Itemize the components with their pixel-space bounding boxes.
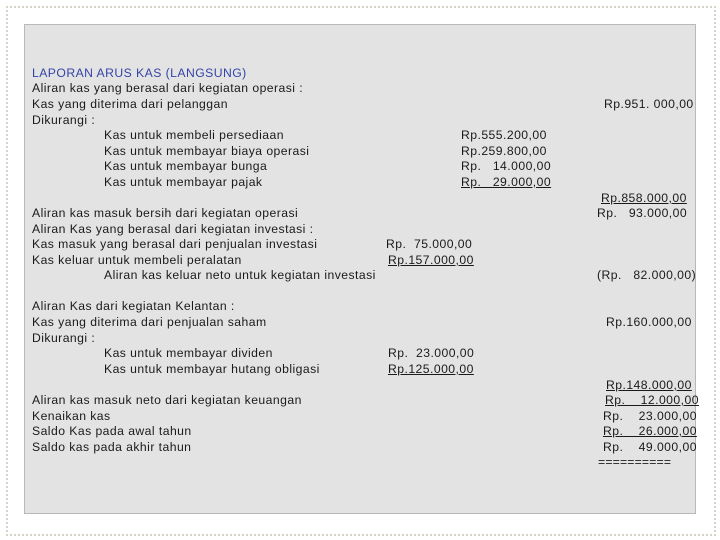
investing-out-label: Kas keluar untuk membeli peralatan xyxy=(32,253,242,267)
summary-begin-label: Saldo Kas pada awal tahun xyxy=(32,424,192,438)
investing-net-label: Aliran kas keluar neto untuk kegiatan investasi xyxy=(104,268,376,282)
report-title: LAPORAN ARUS KAS (LANGSUNG) xyxy=(32,66,247,80)
operating-item-value: Rp. 14.000,00 xyxy=(461,159,552,173)
operating-item-label: Kas untuk membeli persediaan xyxy=(104,128,284,142)
financing-dividend-label: Kas untuk membayar dividen xyxy=(104,346,273,360)
investing-heading: Aliran Kas yang berasal dari kegiatan investasi : xyxy=(32,222,314,236)
operating-item-label: Kas untuk membayar biaya operasi xyxy=(104,144,310,158)
financing-less-label: Dikurangi : xyxy=(32,331,96,345)
financing-bond-value: Rp.125.000,00 xyxy=(388,362,474,376)
operating-item-label: Kas untuk membayar pajak xyxy=(104,175,263,189)
investing-in-label: Kas masuk yang berasal dari penjualan investasi xyxy=(32,237,318,251)
operating-heading: Aliran kas yang berasal dari kegiatan operasi : xyxy=(32,81,304,95)
operating-total-value: Rp.858.000,00 xyxy=(601,191,687,205)
financing-received-label: Kas yang diterima dari penjualan saham xyxy=(32,315,267,329)
investing-out-value: Rp.157.000,00 xyxy=(388,253,474,267)
operating-net-label: Aliran kas masuk bersih dari kegiatan operasi xyxy=(32,206,299,220)
financing-subtotal-value: Rp.148.000,00 xyxy=(606,378,692,392)
financing-bond-label: Kas untuk membayar hutang obligasi xyxy=(104,362,320,376)
financing-heading: Aliran Kas dari kegiatan Kelantan : xyxy=(32,299,235,313)
financing-dividend-value: Rp. 23.000,00 xyxy=(388,346,475,360)
operating-less-label: Dikurangi : xyxy=(32,113,96,127)
financing-net-label: Aliran kas masuk neto dari kegiatan keuangan xyxy=(32,393,302,407)
summary-end-value: Rp. 49.000,00 xyxy=(603,440,697,454)
operating-received-value: Rp.951. 000,00 xyxy=(604,97,694,111)
investing-in-value: Rp. 75.000,00 xyxy=(386,237,473,251)
summary-increase-label: Kenaikan kas xyxy=(32,409,111,423)
operating-item-value: Rp.259.800,00 xyxy=(461,144,547,158)
financing-received-value: Rp.160.000,00 xyxy=(606,315,692,329)
summary-begin-value: Rp. 26.000,00 xyxy=(603,424,697,438)
operating-item-value: Rp. 29.000,00 xyxy=(461,175,552,189)
financing-net-value: Rp. 12.000,00 xyxy=(605,393,699,407)
investing-net-value: (Rp. 82.000,00) xyxy=(597,268,697,282)
operating-net-value: Rp. 93.000,00 xyxy=(597,206,688,220)
summary-increase-value: Rp. 23.000,00 xyxy=(603,409,697,423)
operating-item-value: Rp.555.200,00 xyxy=(461,128,547,142)
operating-received-label: Kas yang diterima dari pelanggan xyxy=(32,97,228,111)
summary-end-label: Saldo kas pada akhir tahun xyxy=(32,440,192,454)
summary-double-rule: ========== xyxy=(598,455,672,469)
operating-item-label: Kas untuk membayar bunga xyxy=(104,159,268,173)
